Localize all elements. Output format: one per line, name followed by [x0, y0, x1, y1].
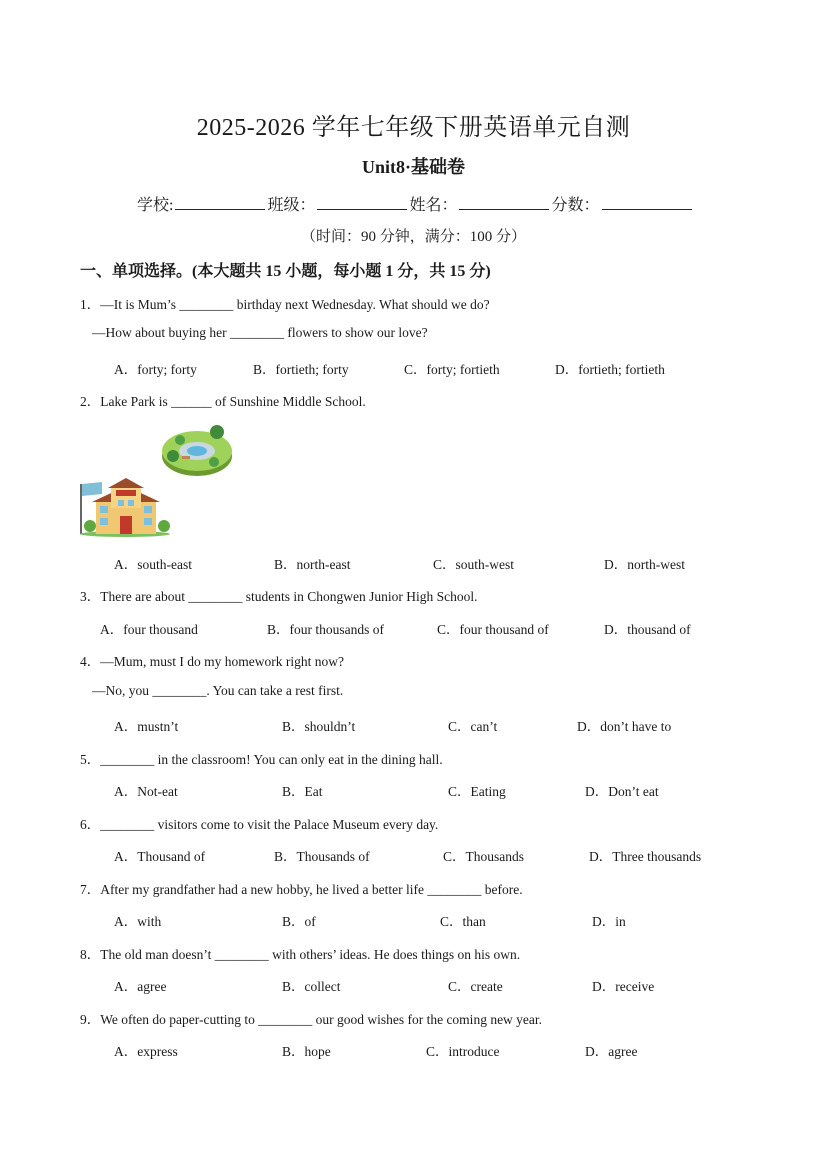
- page-title: 2025-2026 学年七年级下册英语单元自测: [196, 115, 631, 141]
- name-label: 姓名：: [409, 197, 458, 214]
- q3-option-d[interactable]: D．thousand of: [604, 622, 691, 637]
- q9-option-b[interactable]: B．hope: [282, 1044, 331, 1059]
- score-label: 分数：: [551, 197, 600, 214]
- q6-option-d[interactable]: D．Three thousands: [589, 849, 702, 864]
- q9-option-a[interactable]: A．express: [114, 1044, 178, 1059]
- q3-option-a[interactable]: A．four thousand: [100, 622, 198, 637]
- school-blank[interactable]: [175, 193, 265, 210]
- q7-option-d[interactable]: D．in: [592, 914, 626, 929]
- score-blank[interactable]: [602, 193, 692, 210]
- q1-option-a[interactable]: A．forty; forty: [114, 362, 197, 377]
- q5-option-d[interactable]: D．Don’t eat: [585, 784, 659, 799]
- question-3-line-1: 3．There are about ________ students in Chongwen Junior High School.: [80, 589, 478, 604]
- q8-option-a[interactable]: A．agree: [114, 979, 167, 994]
- q7-option-b[interactable]: B．of: [282, 914, 316, 929]
- section-title: 一、单项选择。(本大题共 15 小题，每小题 1 分，共 15 分): [80, 263, 491, 280]
- q1-option-d[interactable]: D．fortieth; fortieth: [555, 362, 665, 377]
- question-1-line-2: —How about buying her ________ flowers to show our love?: [92, 325, 428, 340]
- class-blank[interactable]: [317, 193, 407, 210]
- q2-option-c[interactable]: C．south-west: [433, 557, 514, 572]
- q7-option-c[interactable]: C．than: [440, 914, 486, 929]
- question-7-line-1: 7．After my grandfather had a new hobby, he lived a better life ________ before.: [80, 882, 523, 897]
- question-1-line-1: 1．—It is Mum’s ________ birthday next Wednesday. What should we do?: [80, 297, 490, 312]
- school-illustration: [78, 476, 173, 538]
- question-8-line-1: 8．The old man doesn’t ________ with others’ ideas. He does things on his own.: [80, 947, 521, 962]
- question-2-line-1: 2．Lake Park is ______ of Sunshine Middle School.: [80, 394, 366, 409]
- park-illustration: [160, 418, 235, 478]
- q2-option-a[interactable]: A．south-east: [114, 557, 192, 572]
- q2-option-d[interactable]: D．north-west: [604, 557, 685, 572]
- q1-option-b[interactable]: B．fortieth; forty: [253, 362, 349, 377]
- q2-option-b[interactable]: B．north-east: [274, 557, 351, 572]
- q4-option-c[interactable]: C．can’t: [448, 719, 498, 734]
- q9-option-c[interactable]: C．introduce: [426, 1044, 500, 1059]
- q8-option-c[interactable]: C．create: [448, 979, 503, 994]
- q4-option-b[interactable]: B．shouldn’t: [282, 719, 356, 734]
- student-info-row: [137, 192, 694, 215]
- page-subtitle: Unit8·基础卷: [361, 157, 465, 177]
- question-6-line-1: 6．________ visitors come to visit the Palace Museum every day.: [80, 817, 439, 832]
- class-label: 班级：: [267, 197, 316, 214]
- q4-option-a[interactable]: A．mustn’t: [114, 719, 179, 734]
- school-label: 学校:: [137, 197, 174, 214]
- q6-option-b[interactable]: B．Thousands of: [274, 849, 370, 864]
- q3-option-c[interactable]: C．four thousand of: [437, 622, 549, 637]
- question-5-line-1: 5．________ in the classroom! You can only eat in the dining hall.: [80, 752, 443, 767]
- q6-option-a[interactable]: A．Thousand of: [114, 849, 206, 864]
- time-note: （时间：90 分钟，满分：100 分）: [300, 229, 526, 245]
- q8-option-b[interactable]: B．collect: [282, 979, 341, 994]
- q3-option-b[interactable]: B．four thousands of: [267, 622, 384, 637]
- q5-option-c[interactable]: C．Eating: [448, 784, 506, 799]
- q9-option-d[interactable]: D．agree: [585, 1044, 638, 1059]
- question-4-line-1: 4．—Mum, must I do my homework right now?: [80, 654, 344, 669]
- q5-option-a[interactable]: A．Not-eat: [114, 784, 178, 799]
- name-blank[interactable]: [459, 193, 549, 210]
- q5-option-b[interactable]: B．Eat: [282, 784, 323, 799]
- q6-option-c[interactable]: C．Thousands: [443, 849, 524, 864]
- q1-option-c[interactable]: C．forty; fortieth: [404, 362, 500, 377]
- q4-option-d[interactable]: D．don’t have to: [577, 719, 672, 734]
- question-9-line-1: 9．We often do paper-cutting to ________ our good wishes for the coming new year.: [80, 1012, 543, 1027]
- q8-option-d[interactable]: D．receive: [592, 979, 655, 994]
- q7-option-a[interactable]: A．with: [114, 914, 162, 929]
- question-4-line-2: —No, you ________. You can take a rest first.: [92, 683, 344, 698]
